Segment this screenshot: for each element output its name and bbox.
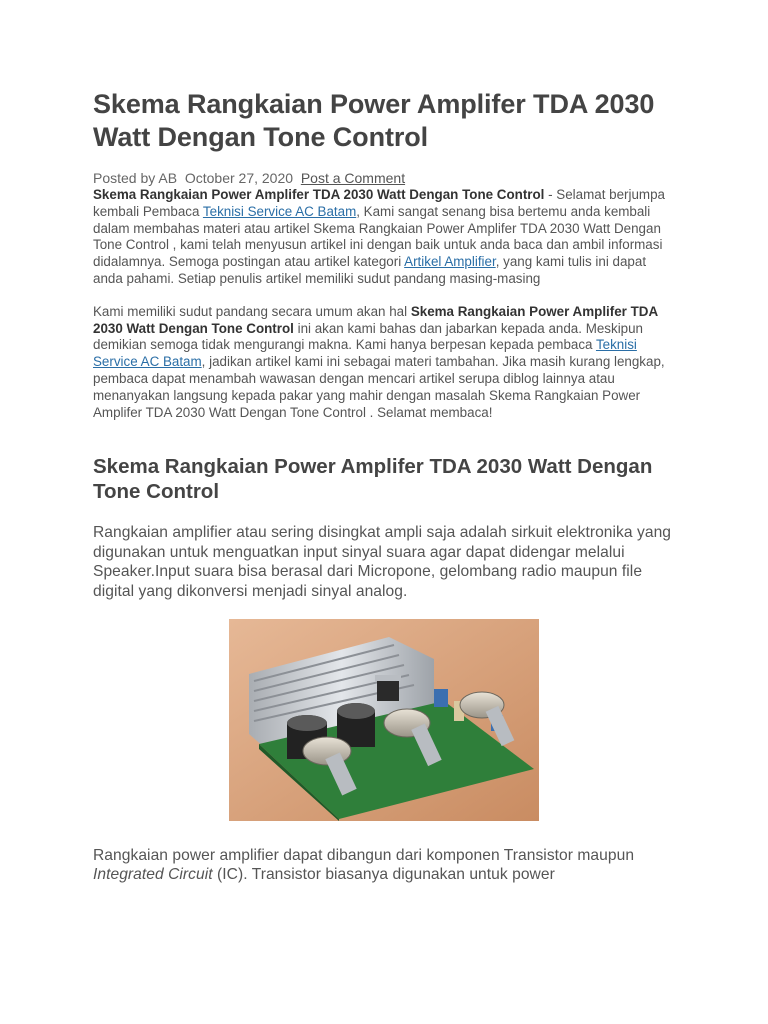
teknisi-service-link-2[interactable]: Teknisi Service AC Batam [93, 337, 637, 370]
intro-text-c: , yang kami tulis ini dapat anda pahami. Setiap penulis artikel memiliki sudut pandang masing-masing [93, 254, 647, 286]
artikel-amplifier-link[interactable]: Artikel Amplifier [404, 254, 496, 270]
second-paragraph [93, 304, 678, 422]
body-2-text-a: Rangkaian power amplifier dapat dibangun dari komponen Transistor maupun [93, 846, 635, 864]
teknisi-service-link[interactable]: Teknisi Service AC Batam [202, 203, 357, 219]
intro-text-a: - Selamat berjumpa kembali Pembaca [93, 187, 665, 219]
intro-paragraph [93, 187, 678, 288]
article [93, 88, 678, 885]
author-name: AB [158, 170, 178, 186]
section-heading: Skema Rangkaian Power Amplifer TDA 2030 Watt Dengan Tone Control [93, 455, 653, 504]
intro-bold-title: Skema Rangkaian Power Amplifer TDA 2030 Watt Dengan Tone Control [93, 187, 545, 202]
page-title: Skema Rangkaian Power Amplifer TDA 2030 Watt Dengan Tone Control [93, 89, 655, 152]
post-date: October 27, 2020 [184, 170, 294, 186]
post-meta [93, 170, 678, 187]
post-comment-link[interactable]: Post a Comment [300, 170, 406, 186]
amplifier-board-photo [229, 619, 539, 821]
body-2-text-b: (IC). Transistor biasanya digunakan untuk power [212, 866, 555, 884]
body-paragraph-1: Rangkaian amplifier atau sering disingkat ampli saja adalah sirkuit elektronika yang digunakan untuk menguatkan input sinyal suara agar dapat didengar melalui Speaker.Input suara bisa berasal dari Micropone, gelombang radio maupun file digital yang dikonversi menjadi sinyal analog. [93, 524, 672, 600]
second-bold-title: Skema Rangkaian Power Amplifer TDA 2030 Watt Dengan Tone Control [93, 303, 658, 336]
second-text-a: Kami memiliki sudut pandang secara umum akan hal [93, 303, 411, 319]
second-text-b: ini akan kami bahas dan jabarkan kepada anda. Meskipun demikian semoga tidak mengurangi makna. Kami hanya berpesan kepada pembaca [93, 320, 644, 353]
posted-by-label: Posted by [93, 170, 156, 186]
body-2-italic: Integrated Circuit [93, 866, 213, 884]
intro-text-b: , Kami sangat senang bisa bertemu anda kembali dalam membahas materi atau artikel Skema Rangkaian Power Amplifer TDA 2030 Watt Dengan Tone Control , kami telah menyusun artikel ini dengan baik untuk anda baca dan ambil informasi didalamnya. Semoga postingan atau artikel kategori [93, 203, 663, 270]
body-paragraph-2 [93, 846, 678, 885]
second-text-c: , jadikan artikel kami ini sebagai materi tambahan. Jika masih kurang lengkap, pembaca dapat menambah wawasan dengan mencari artikel serupa diblog lainnya atau menanyakan langsung kepada pakar yang mahir dengan masalah Skema Rangkaian Power Amplifer TDA 2030 Watt Dengan Tone Control . Selamat membaca! [93, 354, 665, 420]
